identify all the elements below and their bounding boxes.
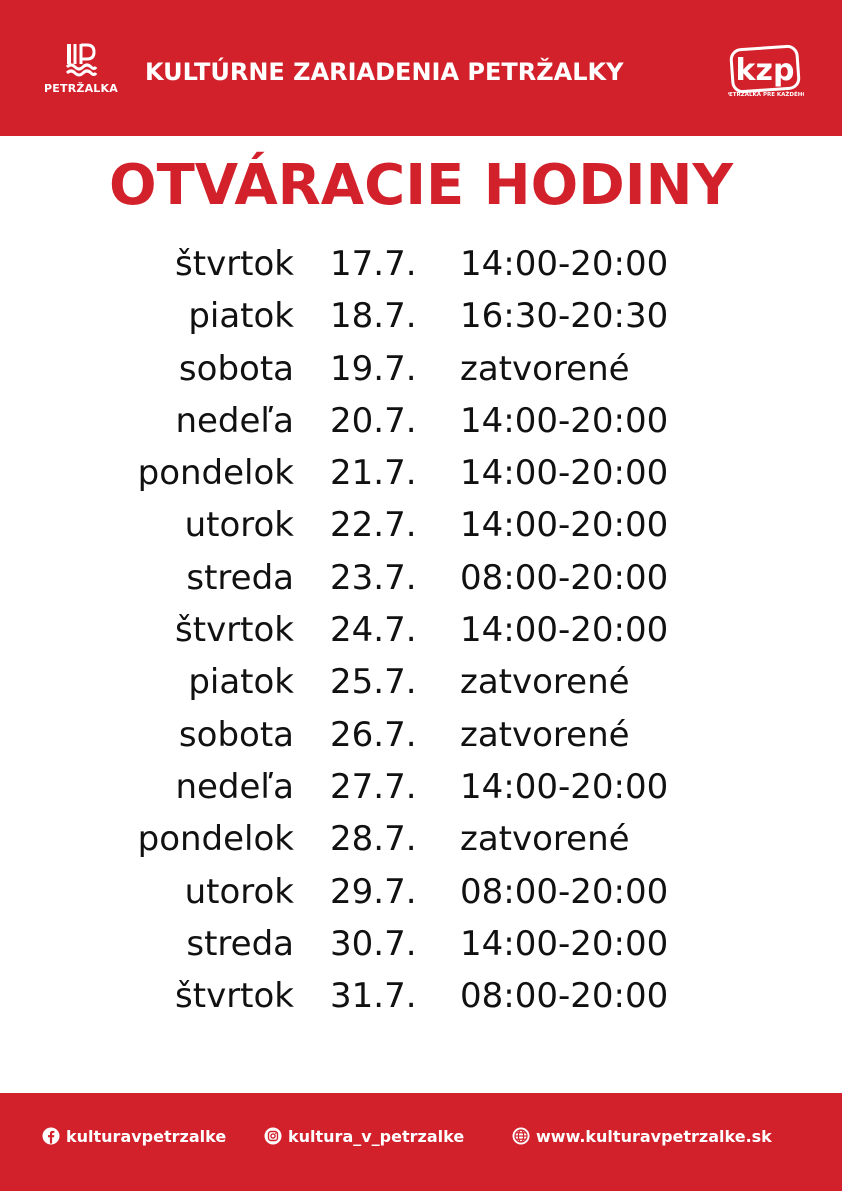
globe-icon	[512, 1127, 530, 1145]
date-label: 31.7.	[330, 976, 417, 1017]
date-label: 19.7.	[330, 348, 417, 389]
footer-bar	[0, 1093, 842, 1191]
day-label: nedeľa	[175, 766, 294, 807]
day-label: streda	[186, 923, 294, 964]
day-label: štvrtok	[175, 610, 294, 651]
header-bar	[0, 0, 842, 136]
kzp-logo-tagline: PETRŽALKA PRE KAŽDÉHO	[728, 92, 804, 98]
schedule-row	[0, 656, 842, 708]
day-label: sobota	[178, 714, 294, 755]
date-label: 24.7.	[330, 610, 417, 651]
schedule-row	[0, 395, 842, 447]
schedule-list	[0, 238, 842, 1022]
hours-label: 14:00-20:00	[460, 766, 669, 807]
date-label: 28.7.	[330, 819, 417, 860]
hours-label: zatvorené	[460, 348, 630, 389]
day-label: štvrtok	[175, 976, 294, 1017]
date-label: 25.7.	[330, 662, 417, 703]
day-label: piatok	[188, 296, 294, 337]
day-label: utorok	[184, 871, 294, 912]
day-label: piatok	[188, 662, 294, 703]
facebook-link[interactable]	[42, 1126, 226, 1148]
date-label: 30.7.	[330, 923, 417, 964]
header-title: KULTÚRNE ZARIADENIA PETRŽALKY	[145, 58, 624, 86]
instagram-handle: kultura_v_petrzalke	[288, 1127, 465, 1146]
kzp-logo	[728, 44, 804, 100]
date-label: 26.7.	[330, 714, 417, 755]
hours-label: zatvorené	[460, 819, 630, 860]
date-label: 20.7.	[330, 400, 417, 441]
schedule-row	[0, 866, 842, 918]
day-label: nedeľa	[175, 400, 294, 441]
schedule-row	[0, 343, 842, 395]
hours-label: 14:00-20:00	[460, 244, 669, 284]
schedule-row	[0, 552, 842, 604]
hours-label: 14:00-20:00	[460, 923, 669, 964]
schedule-row	[0, 238, 842, 290]
petrzalka-logo	[44, 40, 118, 102]
date-label: 22.7.	[330, 505, 417, 546]
schedule-row	[0, 447, 842, 499]
day-label: streda	[186, 557, 294, 598]
kzp-logo-text: kzp	[735, 53, 795, 88]
date-label: 23.7.	[330, 557, 417, 598]
page-title: OTVÁRACIE HODINY	[108, 153, 734, 218]
hours-label: 08:00-20:00	[460, 871, 669, 912]
schedule-row	[0, 499, 842, 551]
schedule-row	[0, 604, 842, 656]
day-label: pondelok	[137, 453, 294, 494]
hours-label: 14:00-20:00	[460, 453, 669, 494]
instagram-icon	[264, 1127, 282, 1145]
schedule-row	[0, 813, 842, 865]
website-url: www.kulturavpetrzalke.sk	[536, 1127, 772, 1146]
facebook-handle: kulturavpetrzalke	[66, 1127, 227, 1146]
facebook-icon	[42, 1127, 60, 1145]
hours-label: 14:00-20:00	[460, 610, 669, 651]
hours-label: 08:00-20:00	[460, 976, 669, 1017]
schedule-row	[0, 970, 842, 1022]
date-label: 29.7.	[330, 871, 417, 912]
date-label: 17.7.	[330, 244, 417, 284]
schedule-row	[0, 918, 842, 970]
schedule-row	[0, 709, 842, 761]
hours-label: 14:00-20:00	[460, 400, 669, 441]
date-label: 21.7.	[330, 453, 417, 494]
date-label: 27.7.	[330, 766, 417, 807]
hours-label: 14:00-20:00	[460, 505, 669, 546]
day-label: pondelok	[137, 819, 294, 860]
day-label: utorok	[184, 505, 294, 546]
petrzalka-logo-text: PETRŽALKA	[44, 82, 118, 95]
hours-label: zatvorené	[460, 662, 630, 703]
hours-label: 08:00-20:00	[460, 557, 669, 598]
schedule-row	[0, 290, 842, 342]
hours-label: zatvorené	[460, 714, 630, 755]
schedule-row	[0, 761, 842, 813]
date-label: 18.7.	[330, 296, 417, 337]
day-label: štvrtok	[175, 244, 294, 284]
hours-label: 16:30-20:30	[460, 296, 669, 337]
petrzalka-emblem-icon	[61, 40, 101, 80]
website-link[interactable]	[512, 1126, 772, 1148]
instagram-link[interactable]	[264, 1126, 464, 1148]
day-label: sobota	[178, 348, 294, 389]
